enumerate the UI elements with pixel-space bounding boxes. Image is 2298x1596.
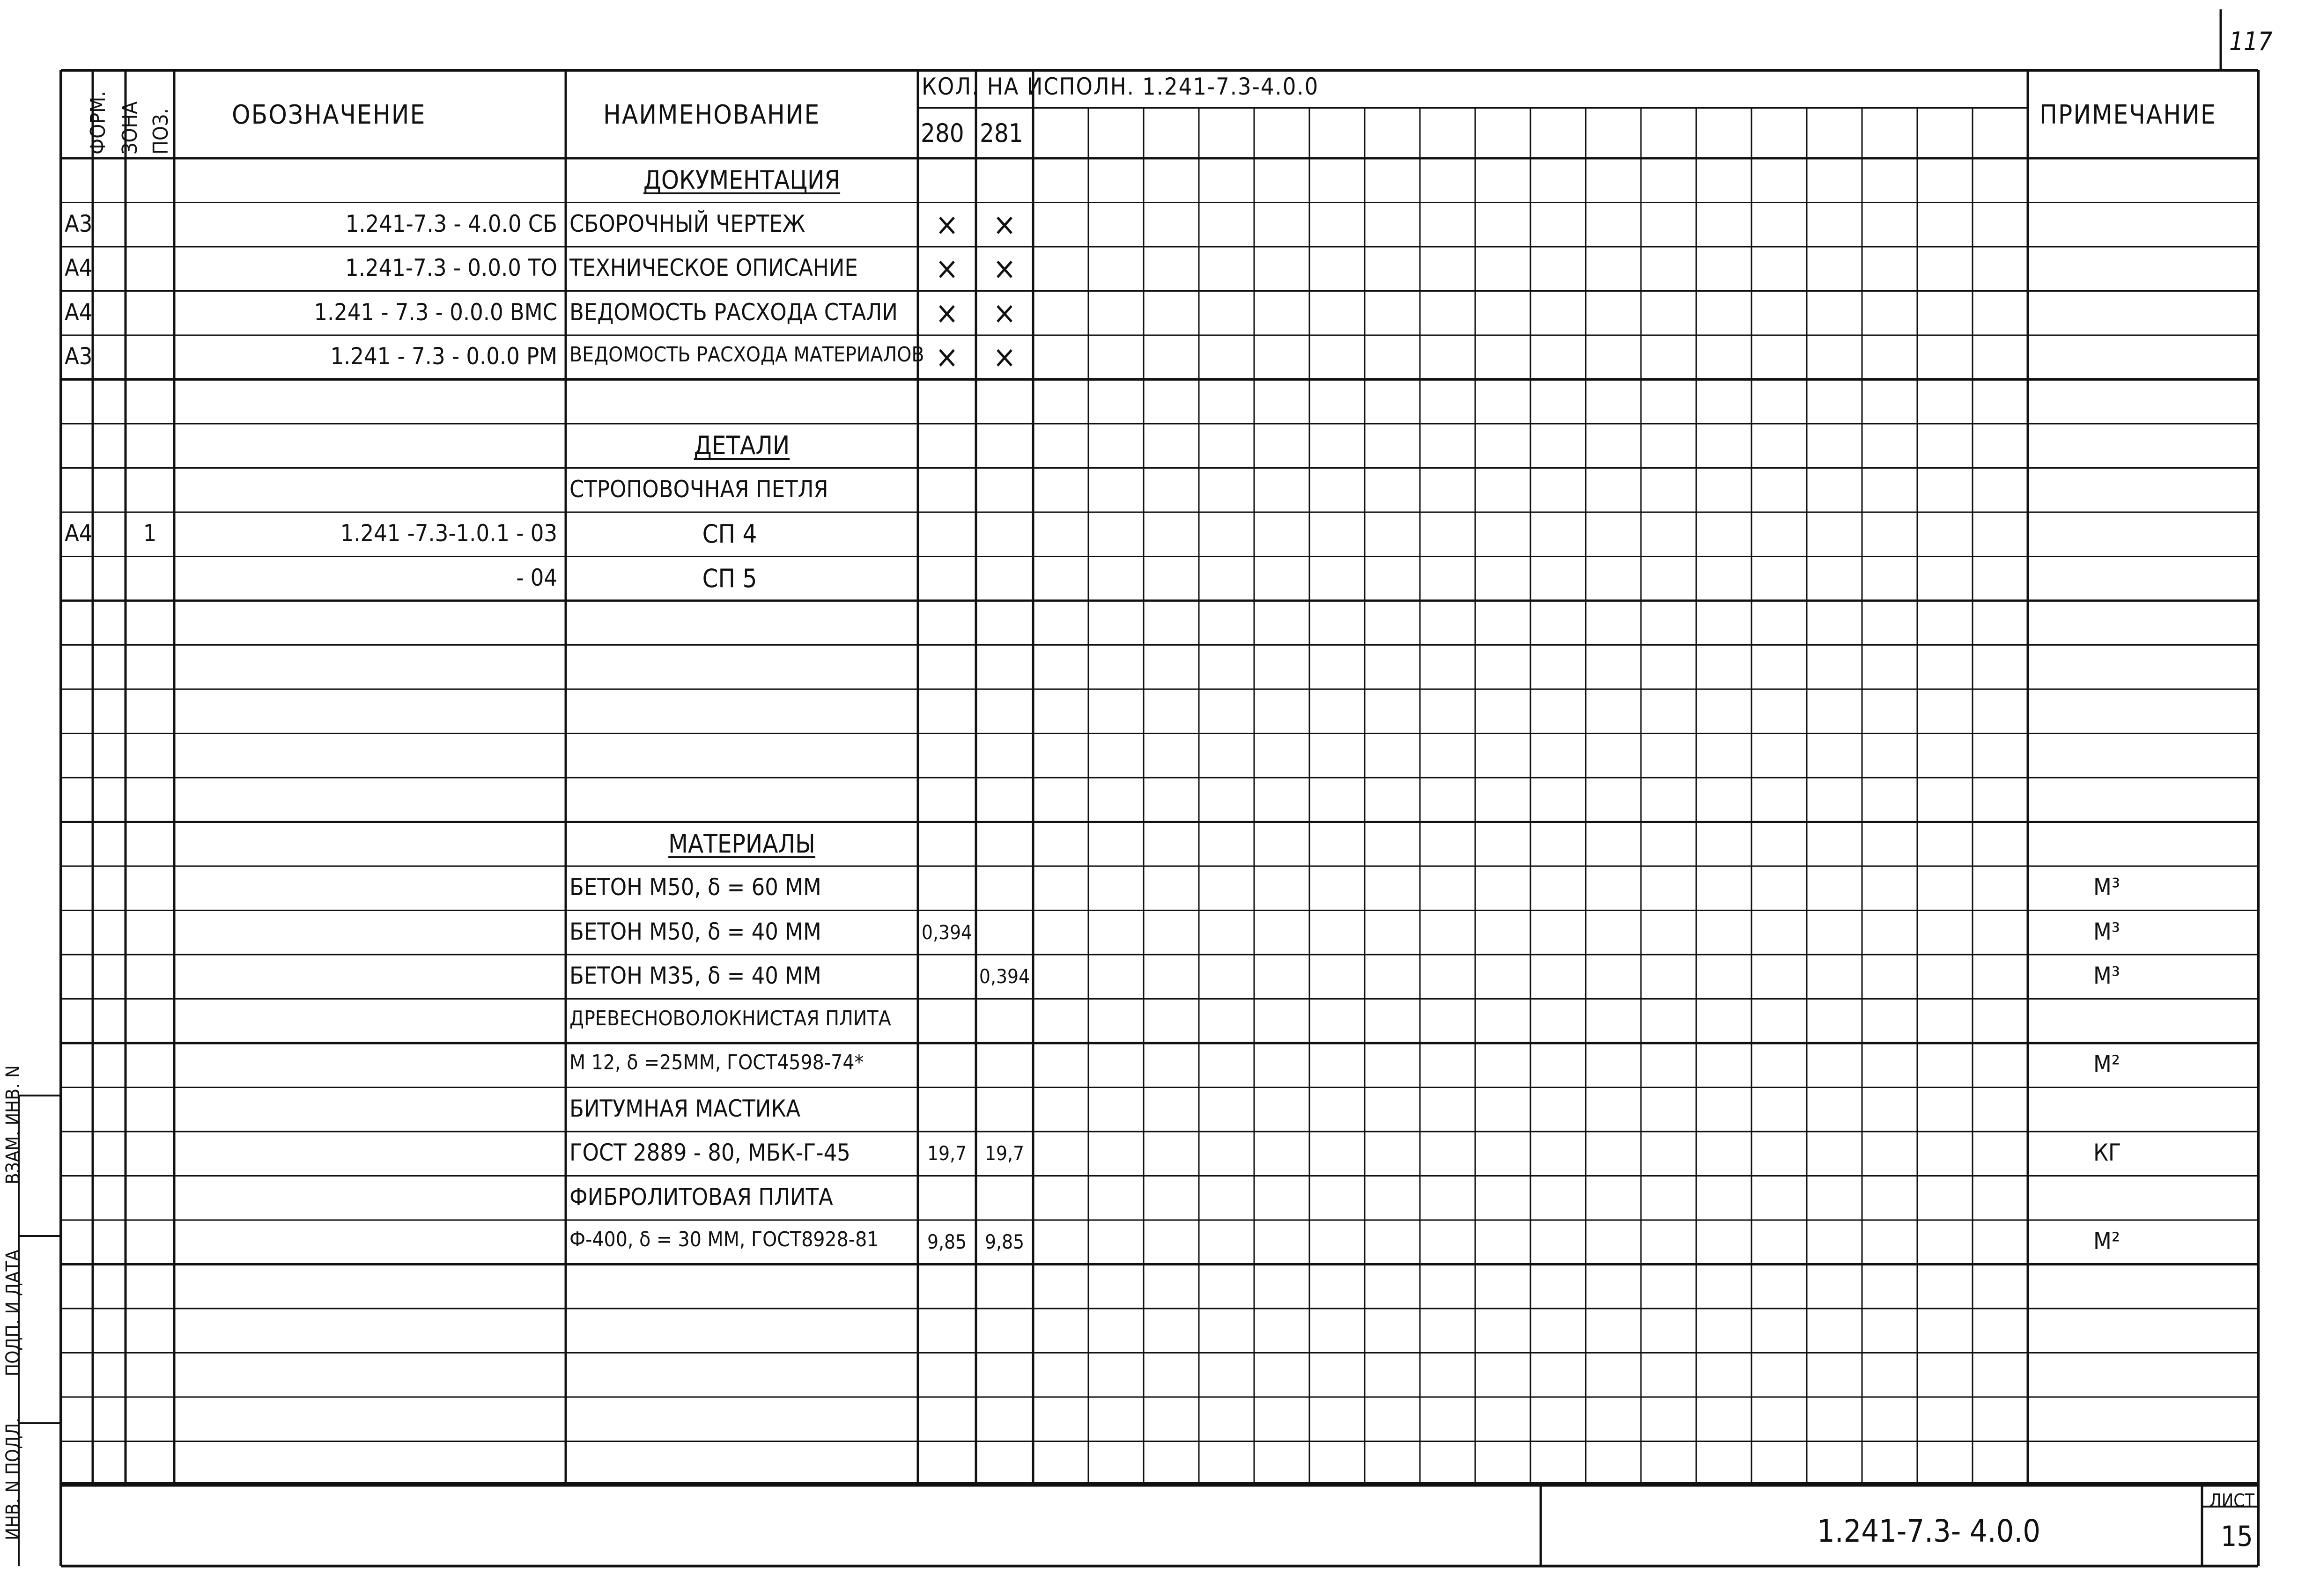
row-qty-280: 0,394 <box>921 920 973 944</box>
row-name: ВЕДОМОСТЬ РАСХОДА СТАЛИ <box>569 298 898 326</box>
row-name: БЕТОН М50, δ = 40 ММ <box>569 918 821 945</box>
row-section-title: МАТЕРИАЛЫ <box>668 829 815 859</box>
row-note: М³ <box>2093 962 2120 989</box>
header-variant-281: 281 <box>980 118 1023 148</box>
row-name: М 12, δ =25ММ, ГОСТ4598-74* <box>569 1051 864 1074</box>
header-designation: ОБОЗНАЧЕНИЕ <box>232 100 426 130</box>
row-name: БИТУМНАЯ МАСТИКА <box>569 1095 801 1122</box>
row-designation: 1.241-7.3 - 4.0.0 СБ <box>345 210 557 237</box>
header-zone: ЗОНА <box>118 101 142 154</box>
row-name: СБОРОЧНЫЙ ЧЕРТЕЖ <box>569 210 805 237</box>
row-name: ФИБРОЛИТОВАЯ ПЛИТА <box>569 1183 833 1211</box>
row-name: ГОСТ 2889 - 80, МБК-Г-45 <box>569 1139 850 1166</box>
row-note: М² <box>2093 1228 2120 1255</box>
row-name: СП 4 <box>702 519 757 549</box>
title-sheet-label: ЛИСТ <box>2209 1490 2255 1511</box>
row-designation: 1.241 -7.3-1.0.1 - 03 <box>340 520 557 547</box>
row-qty-280: × <box>935 294 959 331</box>
title-doc-code: 1.241-7.3- 4.0.0 <box>1817 1513 2041 1549</box>
header-quantity: КОЛ. НА ИСПОЛН. 1.241-7.3-4.0.0 <box>922 73 1319 100</box>
row-qty-281: × <box>993 250 1016 287</box>
row-designation: 1.241 - 7.3 - 0.0.0 РМ <box>330 343 557 370</box>
header-format: ФОРМ. <box>86 91 110 154</box>
row-name: СП 5 <box>702 563 757 593</box>
row-note: КГ <box>2093 1139 2121 1166</box>
row-section-title: ДЕТАЛИ <box>694 431 790 460</box>
row-format: А4 <box>65 254 93 281</box>
row-qty-281: 0,394 <box>979 965 1030 988</box>
row-name: Ф-400, δ = 30 ММ, ГОСТ8928-81 <box>569 1228 879 1251</box>
row-qty-281: 19,7 <box>984 1142 1025 1165</box>
row-name: ТЕХНИЧЕСКОЕ ОПИСАНИЕ <box>569 254 858 281</box>
stamp-inv-replace: ВЗАМ. ИНВ. N <box>2 1065 24 1184</box>
stamp-sign-date: ПОДП. И ДАТА <box>2 1249 24 1376</box>
row-name: ВЕДОМОСТЬ РАСХОДА МАТЕРИАЛОВ <box>569 343 924 367</box>
row-qty-281: × <box>993 339 1016 375</box>
row-qty-281: × <box>993 294 1016 331</box>
row-qty-280: × <box>935 206 959 243</box>
title-sheet-value: 15 <box>2221 1520 2253 1553</box>
row-qty-280: 19,7 <box>927 1142 967 1165</box>
row-format: А4 <box>65 520 93 547</box>
row-format: А3 <box>65 343 93 370</box>
row-qty-280: × <box>935 339 959 375</box>
row-section-title: ДОКУМЕНТАЦИЯ <box>643 165 841 195</box>
row-name: ДРЕВЕСНОВОЛОКНИСТАЯ ПЛИТА <box>569 1006 891 1030</box>
row-designation: 1.241 - 7.3 - 0.0.0 ВМС <box>314 298 557 326</box>
row-name: БЕТОН М35, δ = 40 ММ <box>569 962 821 989</box>
stamp-inv-original: ИНВ. N ПОДЛ. <box>2 1418 24 1540</box>
header-position: ПОЗ. <box>149 108 173 154</box>
row-designation: 1.241-7.3 - 0.0.0 ТО <box>345 254 557 281</box>
row-qty-280: 9,85 <box>927 1230 967 1253</box>
header-note: ПРИМЕЧАНИЕ <box>2039 100 2217 130</box>
row-format: А3 <box>65 210 93 237</box>
row-note: М³ <box>2093 918 2120 945</box>
row-position: 1 <box>143 520 157 547</box>
row-format: А4 <box>65 298 93 326</box>
row-qty-281: × <box>993 206 1016 243</box>
header-variant-280: 280 <box>921 118 964 148</box>
header-name: НАИМЕНОВАНИЕ <box>603 100 820 130</box>
row-note: М² <box>2093 1051 2120 1078</box>
row-designation: - 04 <box>516 564 557 591</box>
row-note: М³ <box>2093 874 2120 901</box>
corner-sheet-number: 117 <box>2229 27 2273 56</box>
row-name: СТРОПОВОЧНАЯ ПЕТЛЯ <box>569 475 828 503</box>
row-qty-281: 9,85 <box>984 1230 1025 1253</box>
row-name: БЕТОН М50, δ = 60 ММ <box>569 874 821 901</box>
row-qty-280: × <box>935 250 959 287</box>
